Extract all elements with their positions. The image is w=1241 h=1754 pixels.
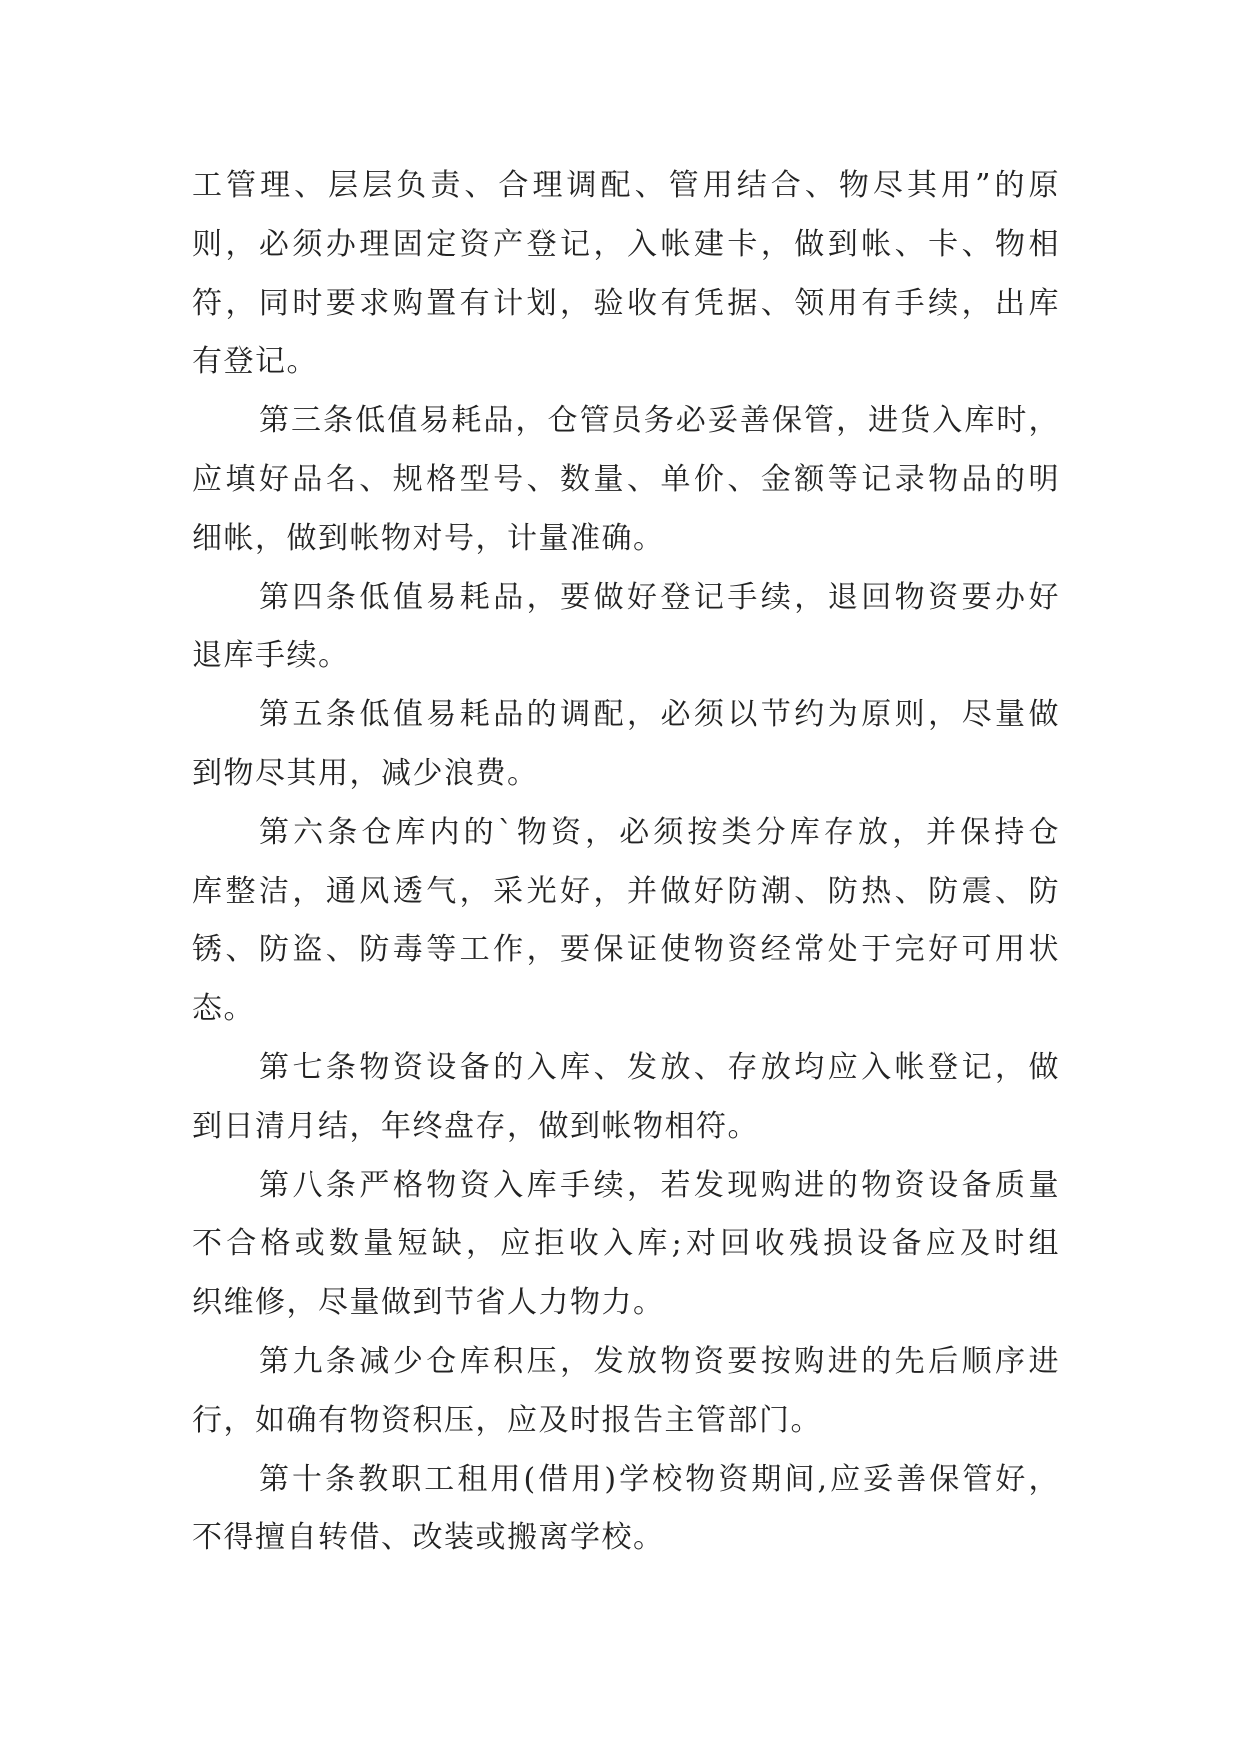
text-line: 第七条物资设备的入库、发放、存放均应入帐登记，做 (259, 1049, 1060, 1085)
article-10-paragraph (192, 1451, 1060, 1569)
text-line: 第五条低值易耗品的调配，必须以节约为原则，尽量做 (259, 697, 1060, 733)
text-line: 则，必须办理固定资产登记，入帐建卡，做到帐、卡、物相 (192, 226, 1060, 262)
text-line: 态。 (192, 991, 255, 1027)
text-line: 工管理、层层负责、合理调配、管用结合、物尽其用”的原 (192, 168, 1060, 203)
article-9-paragraph (192, 1333, 1060, 1451)
text-line: 织维修，尽量做到节省人力物力。 (192, 1285, 665, 1321)
text-line: 第四条低值易耗品，要做好登记手续，退回物资要办好 (259, 579, 1060, 615)
text-line: 到物尽其用，减少浪费。 (192, 755, 539, 791)
article-3-paragraph (192, 392, 1060, 568)
text-line: 不合格或数量短缺，应拒收入库;对回收残损设备应及时组 (192, 1226, 1060, 1262)
text-line: 第十条教职工租用(借用)学校物资期间,应妥善保管好， (259, 1461, 1060, 1497)
text-line: 行，如确有物资积压，应及时报告主管部门。 (192, 1402, 822, 1438)
text-line: 不得擅自转借、改装或搬离学校。 (192, 1520, 665, 1556)
document-page (192, 157, 1060, 1568)
text-line: 第三条低值易耗品，仓管员务必妥善保管，进货入库时， (259, 403, 1060, 439)
text-line: 细帐，做到帐物对号，计量准确。 (192, 520, 665, 556)
article-6-paragraph (192, 804, 1060, 1039)
text-line: 锈、防盗、防毒等工作，要保证使物资经常处于完好可用状 (192, 932, 1060, 968)
paragraph-continuation (192, 157, 1060, 392)
text-line: 第六条仓库内的`物资，必须按类分库存放，并保持仓 (259, 814, 1060, 850)
text-line: 应填好品名、规格型号、数量、单价、金额等记录物品的明 (192, 461, 1060, 497)
article-4-paragraph (192, 569, 1060, 687)
article-5-paragraph (192, 686, 1060, 804)
article-7-paragraph (192, 1039, 1060, 1157)
text-line: 库整洁，通风透气，采光好，并做好防潮、防热、防震、防 (192, 873, 1060, 909)
text-line: 第九条减少仓库积压，发放物资要按购进的先后顺序进 (259, 1343, 1060, 1379)
text-line: 到日清月结，年终盘存，做到帐物相符。 (192, 1108, 759, 1144)
text-line: 有登记。 (192, 344, 318, 380)
text-line: 退库手续。 (192, 638, 350, 674)
text-line: 第八条严格物资入库手续，若发现购进的物资设备质量 (259, 1167, 1060, 1203)
article-8-paragraph (192, 1157, 1060, 1333)
text-line: 符，同时要求购置有计划，验收有凭据、领用有手续，出库 (192, 285, 1060, 321)
